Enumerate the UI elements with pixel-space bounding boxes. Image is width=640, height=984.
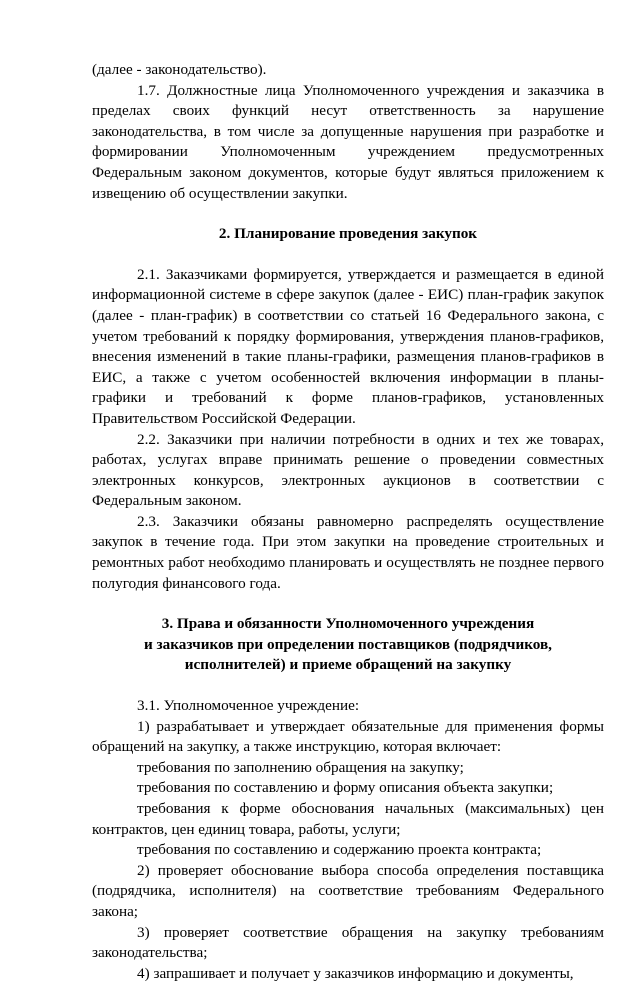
paragraph-continuation: (далее - законодательство). (92, 61, 267, 78)
requirement-item-2: требования по составлению и форму описания объекта закупки; (137, 779, 554, 797)
paragraph-1-7: 1.7. Должностные лица Уполномоченного учреждения и заказчика в пределах своих функций несут ответственность за нарушение законодательства, в том числе за допущенные нарушения при разработке и формировании Уполномоченным учреждением предусмотренных Федеральным законом документов, которые будут являться приложением к извещению об осуществлении закупки. (92, 81, 604, 202)
section-3-heading-line-3: исполнителей) и приеме обращений на закупку (184, 656, 512, 674)
document-body (92, 60, 604, 984)
section-3-heading-line-1: 3. Права и обязанности Уполномоченного учреждения (161, 615, 535, 633)
paragraph-3-1-item-3: 3) проверяет соответствие обращения на закупку требованиям законодательства; (92, 923, 604, 962)
requirement-item-1: требования по заполнению обращения на закупку; (137, 758, 464, 776)
paragraph-3-1-item-2: 2) проверяет обоснование выбора способа определения поставщика (подрядчика, исполнителя) на соответствие требованиям Федерального закона; (92, 861, 604, 920)
paragraph-2-1: 2.1. Заказчиками формируется, утверждается и размещается в единой информационной системе в сфере закупок (далее - ЕИС) план-график закупок (далее - план-график) в соответствии со статьей 16 Федерального закона, с учетом требований к порядку формирования, утверждения планов-графиков, внесения изменений в такие планы-графики, размещения планов-графиков в ЕИС, а также с учетом особенностей включения информации в планы-графики и требований к форме планов-графиков, установленных Правительством Российской Федерации. (92, 265, 604, 427)
paragraph-2-3: 2.3. Заказчики обязаны равномерно распределять осуществление закупок в течение года. При этом закупки на проведение строительных и ремонтных работ необходимо планировать и осуществлять не позднее первого полугодия финансового года. (92, 512, 604, 592)
paragraph-3-1: 3.1. Уполномоченное учреждение: (137, 697, 360, 715)
paragraph-3-1-item-1: 1) разрабатывает и утверждает обязательные для применения формы обращений на закупку, а также инструкцию, которая включает: (92, 717, 604, 756)
requirement-item-4: требования по составлению и содержанию проекта контракта; (137, 841, 542, 859)
requirement-item-3: требования к форме обоснования начальных (максимальных) цен контрактов, цен единиц товара, работы, услуги; (92, 800, 604, 838)
section-2-heading: 2. Планирование проведения закупок (218, 225, 478, 243)
paragraph-2-2: 2.2. Заказчики при наличии потребности в одних и тех же товарах, работах, услугах вправе принимать решение о проведении совместных электронных конкурсов, электронных аукционов в соответствии с Федеральным законом. (92, 430, 604, 510)
paragraph-3-1-item-4: 4) запрашивает и получает у заказчиков информацию и документы, (137, 964, 574, 982)
section-3-heading-line-2: и заказчиков при определении поставщиков (подрядчиков, (144, 635, 552, 653)
